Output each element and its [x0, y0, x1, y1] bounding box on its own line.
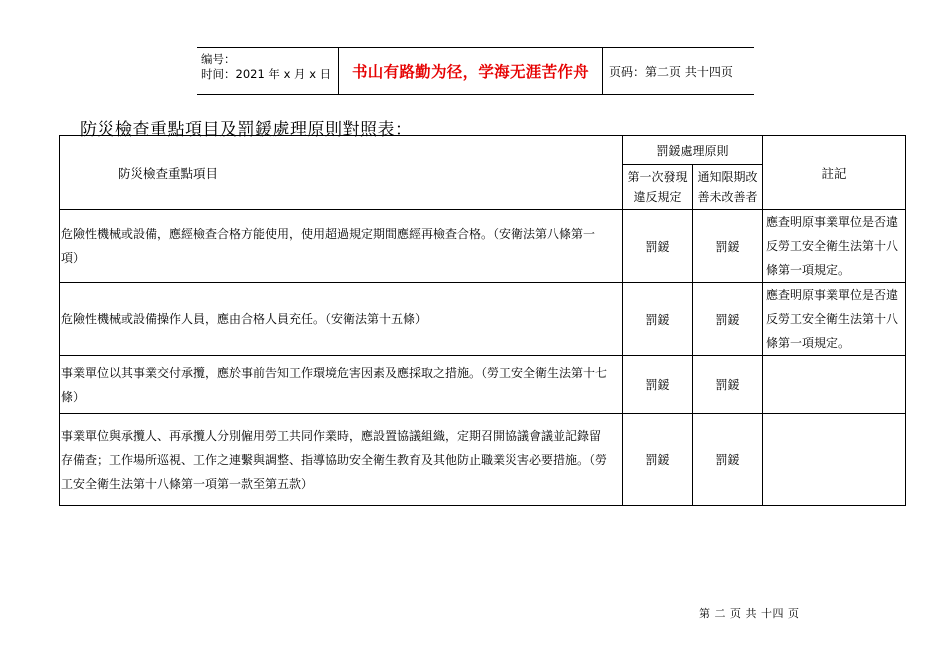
row-note	[763, 356, 906, 414]
row-first-penalty: 罰鍰	[623, 414, 693, 506]
row-item-text: 危險性機械或設備，應經檢查合格方能使用，使用超過規定期間應經再檢查合格。（安衛法第八條第一項）	[60, 210, 623, 283]
row-note	[763, 414, 906, 506]
header-penalty-group: 罰鍰處理原則	[623, 136, 763, 165]
header-first-violation: 第一次發現違反規定	[623, 165, 693, 210]
page-footer: 第 二 页 共 十四 页	[699, 607, 800, 620]
row-notice-penalty: 罰鍰	[693, 356, 763, 414]
header-meta	[197, 48, 339, 94]
row-note: 應查明原事業單位是否違反勞工安全衛生法第十八條第一項規定。	[763, 210, 906, 283]
document-number-label: 编号：	[201, 52, 236, 66]
header-item-column: 防災檢查重點項目	[60, 136, 623, 210]
row-notice-penalty: 罰鍰	[693, 414, 763, 506]
row-note: 應查明原事業單位是否違反勞工安全衛生法第十八條第一項規定。	[763, 283, 906, 356]
table-row	[60, 283, 906, 356]
header-slogan: 书山有路勤为径，学海无涯苦作舟	[339, 48, 603, 94]
table-row	[60, 414, 906, 506]
table-row	[60, 356, 906, 414]
penalty-table	[59, 135, 906, 506]
header-notice-not-improved: 通知限期改善未改善者	[693, 165, 763, 210]
document-time: 时间：2021 年 x 月 x 日	[201, 67, 332, 81]
header-note-column: 註記	[763, 136, 906, 210]
row-notice-penalty: 罰鍰	[693, 210, 763, 283]
table-row	[60, 210, 906, 283]
document-title: 防災檢查重點項目及罰鍰處理原則對照表：	[80, 120, 413, 140]
row-first-penalty: 罰鍰	[623, 210, 693, 283]
row-notice-penalty: 罰鍰	[693, 283, 763, 356]
row-first-penalty: 罰鍰	[623, 283, 693, 356]
row-item-text: 事業單位以其事業交付承攬，應於事前告知工作環境危害因素及應採取之措施。（勞工安全衛生法第十七條）	[60, 356, 623, 414]
row-item-text: 事業單位與承攬人、再承攬人分別僱用勞工共同作業時，應設置協議組織，定期召開協議會議並記錄留存備查；工作場所巡視、工作之連繫與調整、指導協助安全衛生教育及其他防止職業災害必要措施。（勞工安全衛生法第十八條第一項第一款至第五款）	[60, 414, 623, 506]
table-header-row	[60, 136, 906, 165]
row-first-penalty: 罰鍰	[623, 356, 693, 414]
row-item-text: 危險性機械或設備操作人員，應由合格人員充任。（安衛法第十五條）	[60, 283, 623, 356]
header-page-number: 页码：第二页 共十四页	[609, 64, 733, 79]
page-header	[197, 47, 754, 95]
